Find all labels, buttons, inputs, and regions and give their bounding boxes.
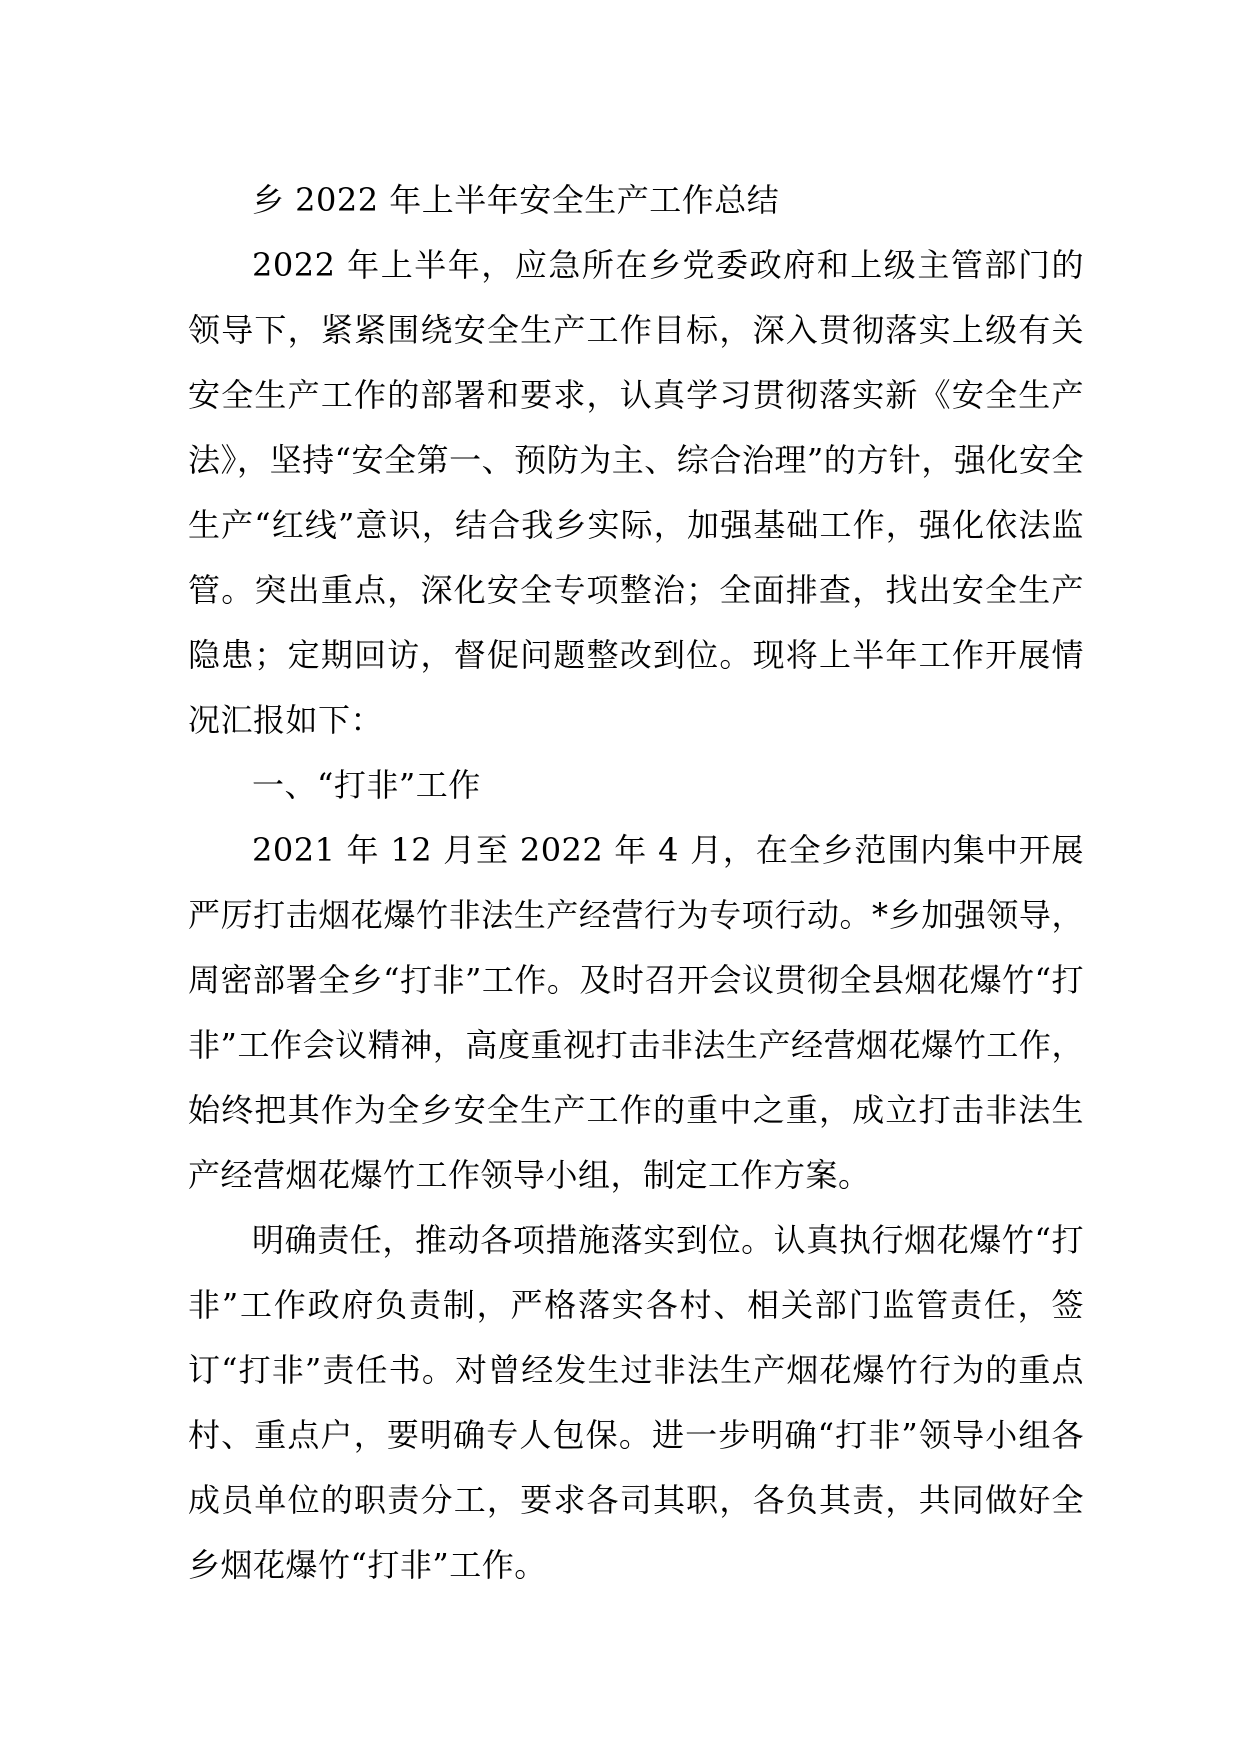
paragraph-crackdown: 2021 年 12 月至 2022 年 4 月，在全乡范围内集中开展严厉打击烟花爆竹非法生产经营行为专项行动。*乡加强领导，周密部署全乡“打非”工作。及时召开会议贯彻全县烟花爆竹“打非”工作会议精神，高度重视打击非法生产经营烟花爆竹工作，始终把其作为全乡安全生产工作的重中之重，成立打击非法生产经营烟花爆竹工作领导小组，制定工作方案。: [188, 831, 1084, 1194]
paragraph-intro: 2022 年上半年，应急所在乡党委政府和上级主管部门的领导下，紧紧围绕安全生产工作目标，深入贯彻落实上级有关安全生产工作的部署和要求，认真学习贯彻落实新《安全生产法》，坚持“安全第一、预防为主、综合治理”的方针，强化安全生产“红线”意识，结合我乡实际，加强基础工作，强化依法监管。突出重点，深化安全专项整治；全面排查，找出安全生产隐患；定期回访，督促问题整改到位。现将上半年工作开展情况汇报如下：: [188, 246, 1084, 739]
paragraph-responsibility: 明确责任，推动各项措施落实到位。认真执行烟花爆竹“打非”工作政府负责制，严格落实各村、相关部门监管责任，签订“打非”责任书。对曾经发生过非法生产烟花爆竹行为的重点村、重点户，要明确专人包保。进一步明确“打非”领导小组各成员单位的职责分工，要求各司其职，各负其责，共同做好全乡烟花爆竹“打非”工作。: [188, 1221, 1084, 1584]
section-heading: 一、“打非”工作: [252, 766, 481, 804]
document-title: 乡 2022 年上半年安全生产工作总结: [252, 181, 780, 219]
document-body: [188, 168, 1084, 1598]
